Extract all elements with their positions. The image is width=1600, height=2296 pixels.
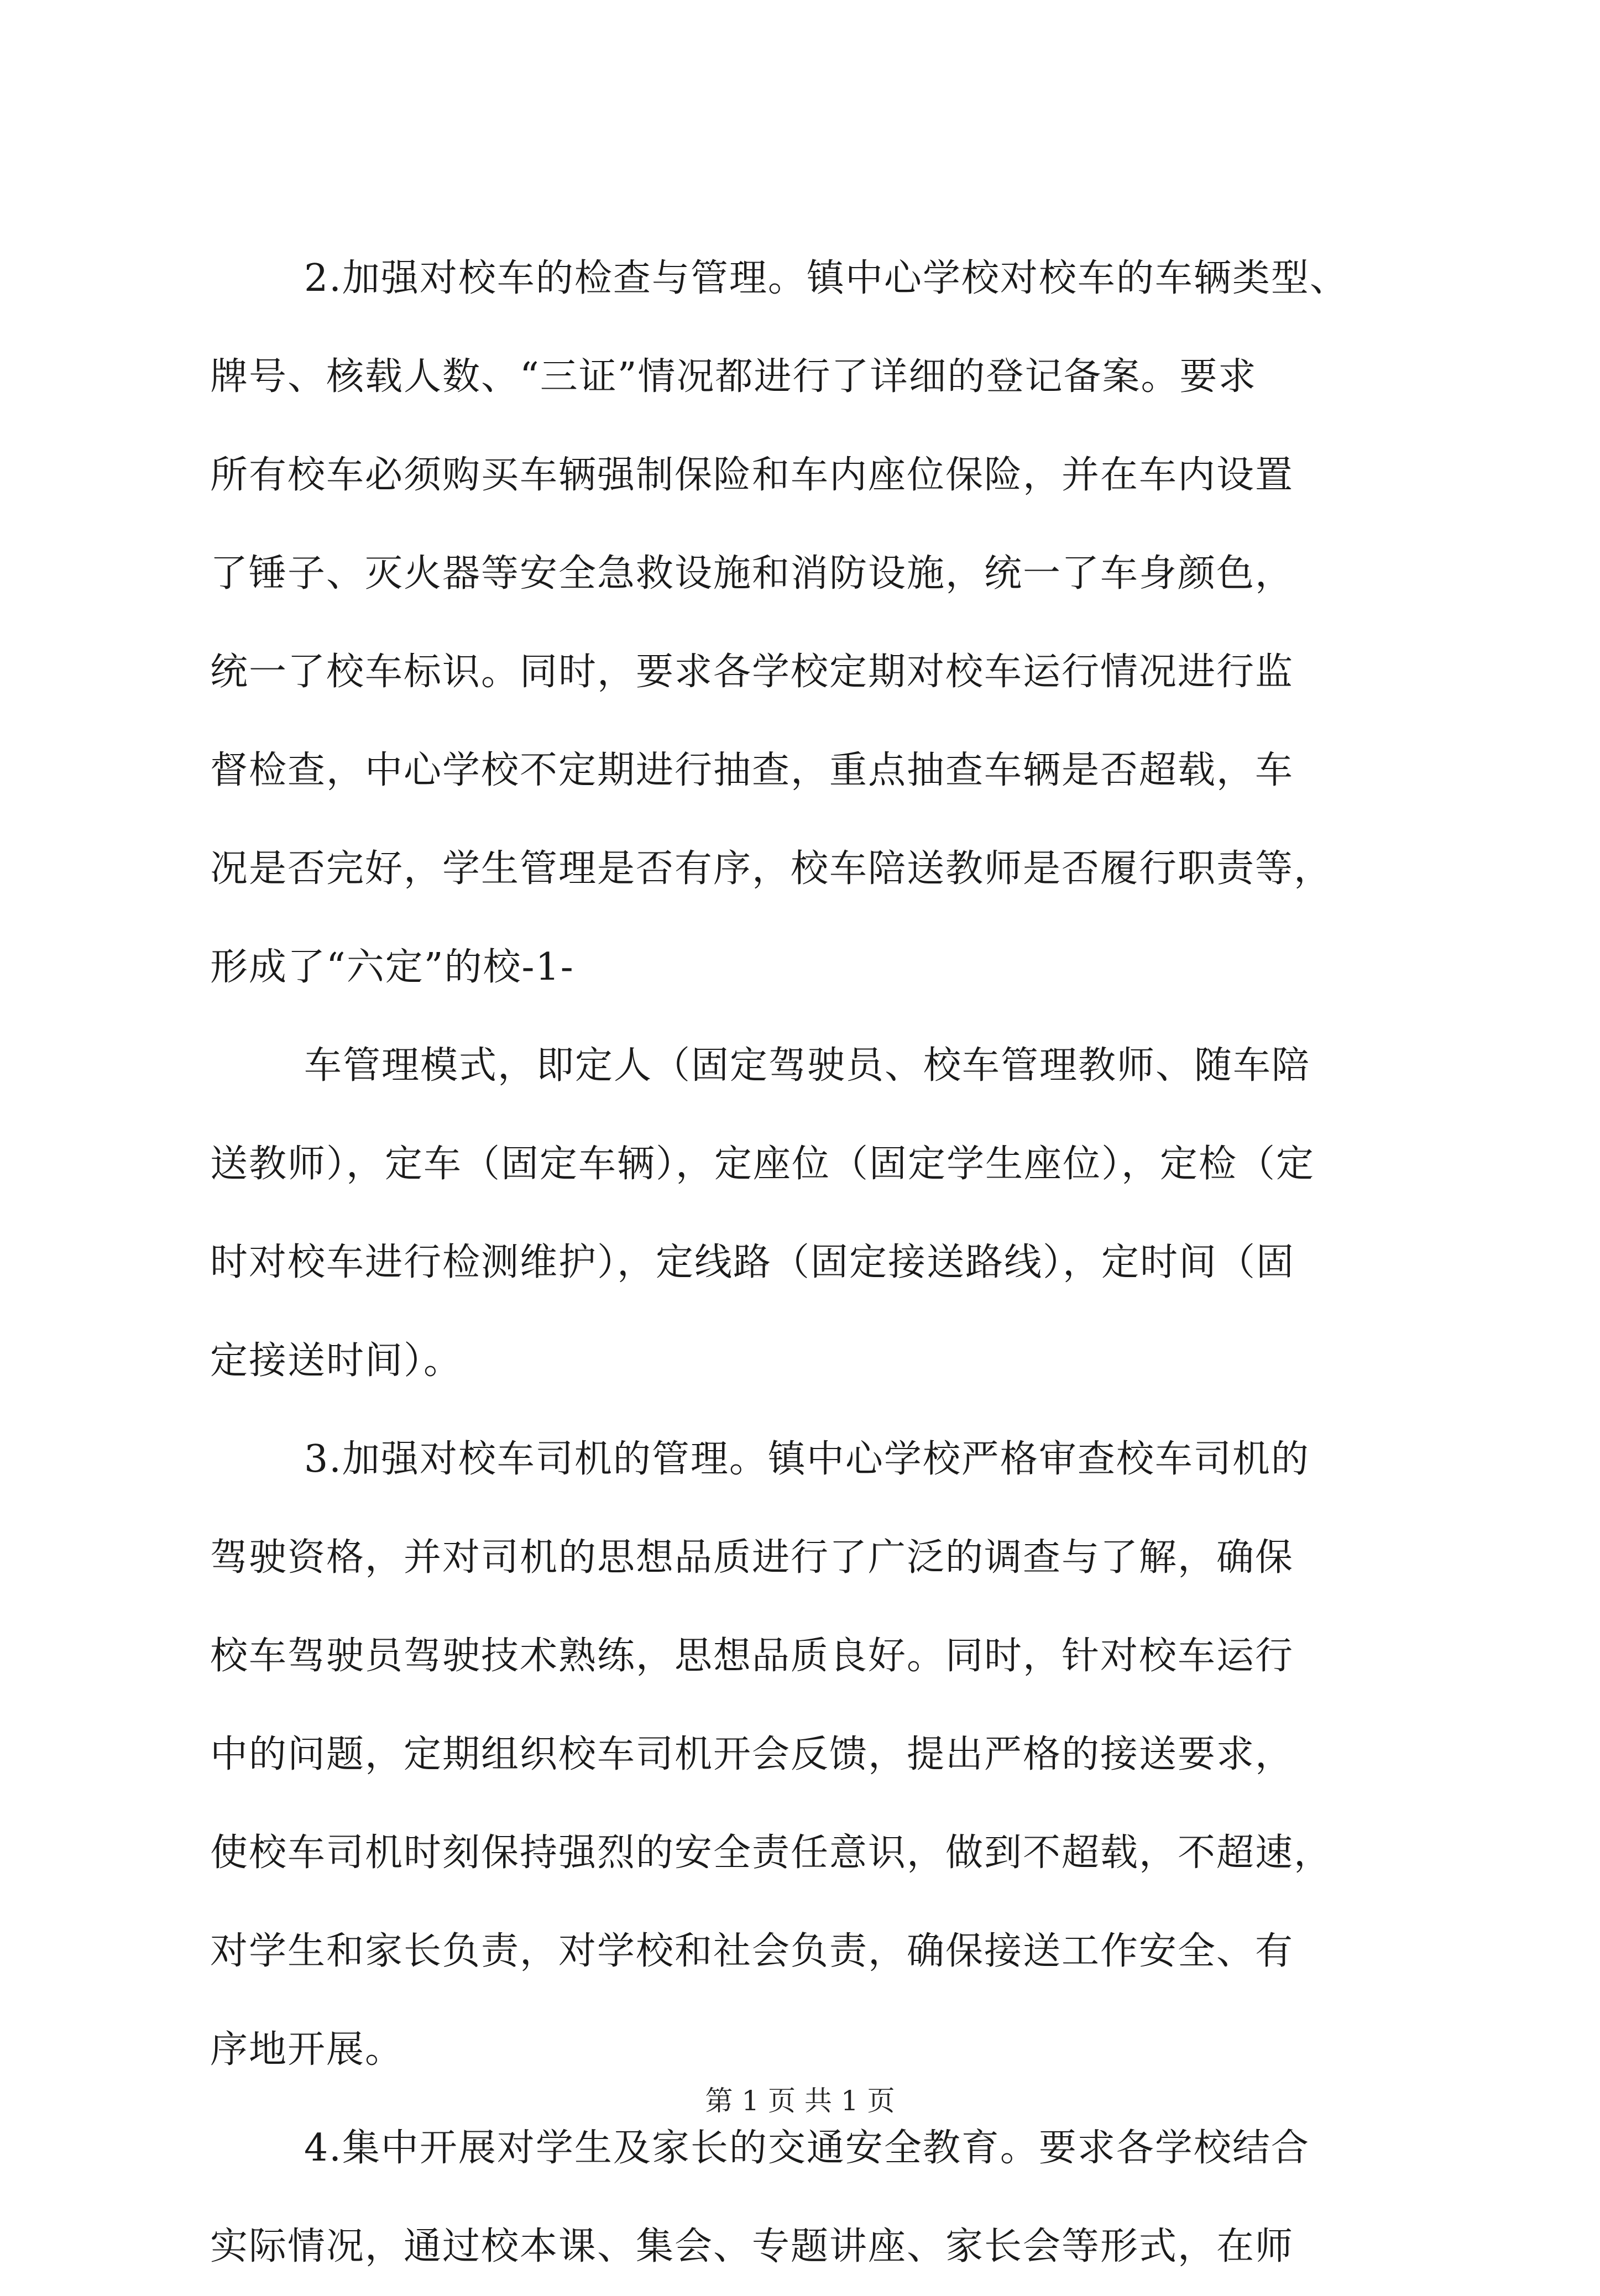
- body-line-7: 况是否完好，学生管理是否有序，校车陪送教师是否履行职责等，: [210, 847, 1333, 891]
- body-line-11: 时对校车进行检测维护），定线路（固定接送路线），定时间（固: [210, 1241, 1295, 1284]
- body-line-2: 牌号、核载人数、“三证”情况都进行了详细的登记备案。要求: [210, 355, 1257, 399]
- body-line-17: 使校车司机时刻保持强烈的安全责任意识，做到不超载，不超速，: [210, 1831, 1333, 1875]
- page-number-footer: 第 1 页 共 1 页: [705, 2085, 895, 2117]
- body-line-21: 实际情况，通过校本课、集会、专题讲座、家长会等形式，在师: [210, 2225, 1294, 2268]
- body-line-9: 车管理模式，即定人（固定驾驶员、校车管理教师、随车陪: [304, 1044, 1311, 1087]
- body-line-4: 了锤子、灭火器等安全急救设施和消防设施，统一了车身颜色，: [210, 552, 1294, 595]
- body-line-14: 驾驶资格，并对司机的思想品质进行了广泛的调查与了解，确保: [210, 1536, 1294, 1580]
- body-line-3: 所有校车必须购买车辆强制保险和车内座位保险，并在车内设置: [210, 453, 1294, 497]
- body-line-20: 4.集中开展对学生及家长的交通安全教育。要求各学校结合: [304, 2126, 1310, 2170]
- body-line-19: 序地开展。: [210, 2028, 404, 2072]
- body-line-6: 督检查，中心学校不定期进行抽查，重点抽查车辆是否超载，车: [210, 749, 1294, 792]
- document-body: [210, 229, 1388, 2296]
- body-line-18: 对学生和家长负责，对学校和社会负责，确保接送工作安全、有: [210, 1929, 1294, 1973]
- body-line-5: 统一了校车标识。同时，要求各学校定期对校车运行情况进行监: [210, 650, 1294, 694]
- body-line-12: 定接送时间）。: [210, 1339, 463, 1383]
- body-line-10: 送教师），定车（固定车辆），定座位（固定学生座位），定检（定: [210, 1142, 1315, 1186]
- body-line-16: 中的问题，定期组织校车司机开会反馈，提出严格的接送要求，: [210, 1733, 1294, 1776]
- body-line-1: 2.加强对校车的检查与管理。镇中心学校对校车的车辆类型、: [304, 257, 1348, 300]
- body-line-13: 3.加强对校车司机的管理。镇中心学校严格审查校车司机的: [304, 1437, 1310, 1481]
- body-line-8: 形成了“六定”的校-1-: [210, 945, 574, 989]
- body-line-15: 校车驾驶员驾驶技术熟练，思想品质良好。同时，针对校车运行: [210, 1634, 1294, 1678]
